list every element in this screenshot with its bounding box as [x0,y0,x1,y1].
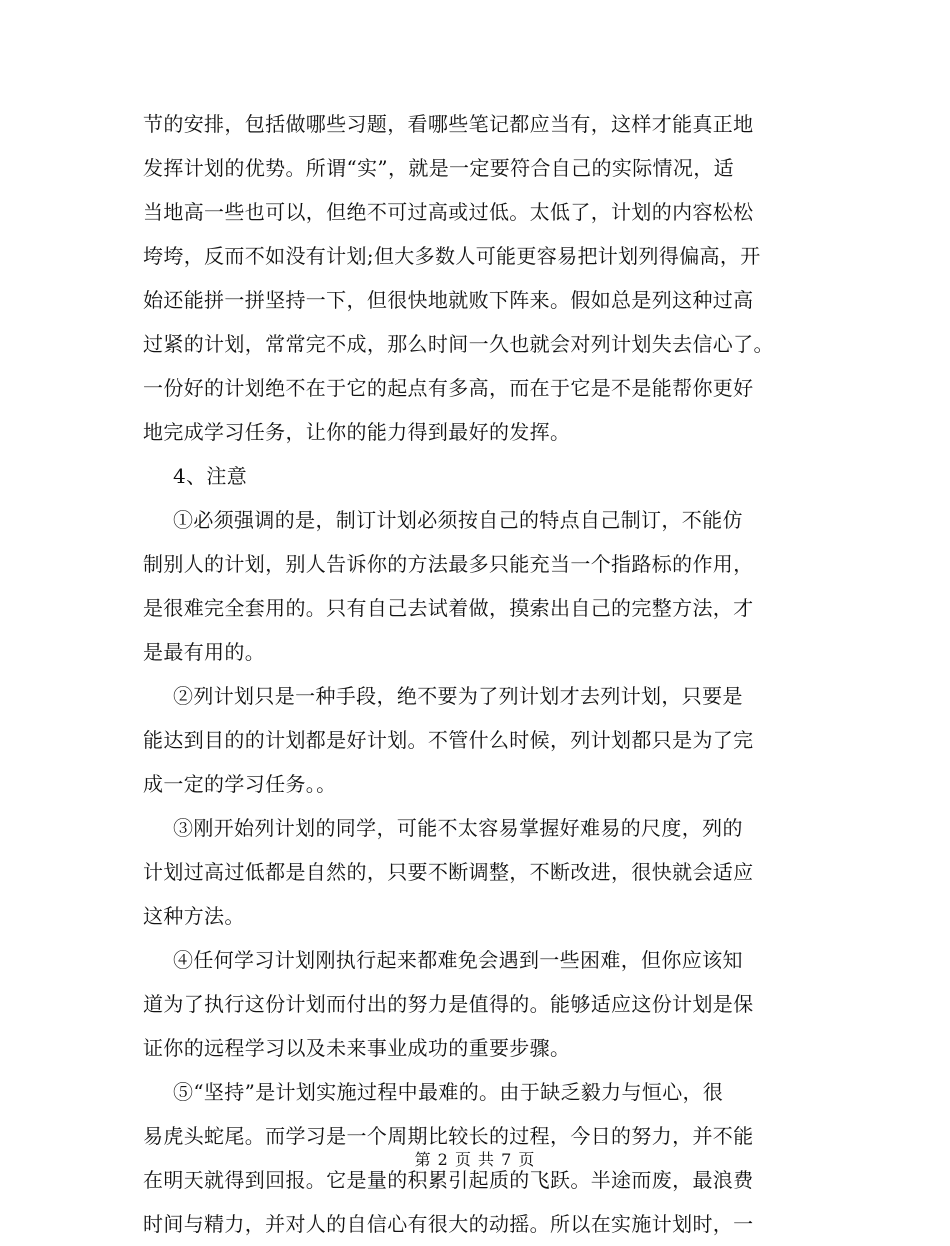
text-line: 能达到目的的计划都是好计划。不管什么时候，列计划都只是为了完 [143,728,754,752]
text-line: ④任何学习计划刚执行起来都难免会遇到一些困难，但你应该知 [173,948,743,972]
text-line: 时间与精力，并对人的自信心有很大的动摇。所以在实施计划时，一 [143,1212,754,1236]
text-line: 在明天就得到回报。它是量的积累引起质的飞跃。半途而废，最浪费 [143,1168,754,1192]
text-line: 是很难完全套用的。只有自己去试着做，摸索出自己的完整方法，才 [143,596,754,620]
page-number-footer: 第 2 页 共 7 页 [414,1150,536,1169]
text-line: 过紧的计划，常常完不成，那么时间一久也就会对列计划失去信心了。 [143,332,774,356]
text-line: 始还能拼一拼坚持一下，但很快地就败下阵来。假如总是列这种过高 [143,288,754,312]
section-heading: 4、注意 [173,464,248,488]
text-line: 证你的远程学习以及未来事业成功的重要步骤。 [143,1036,571,1060]
text-line: 一份好的计划绝不在于它的起点有多高，而在于它是不是能帮你更好 [143,376,754,400]
text-line: 易虎头蛇尾。而学习是一个周期比较长的过程，今日的努力，并不能 [143,1124,754,1148]
text-line: ⑤“坚持”是计划实施过程中最难的。由于缺乏毅力与恒心，很 [173,1080,724,1104]
text-line: 垮垮，反而不如没有计划;但大多数人可能更容易把计划列得偏高，开 [143,244,761,268]
text-line: ③刚开始列计划的同学，可能不太容易掌握好难易的尺度，列的 [173,816,743,840]
text-line: 成一定的学习任务。。 [143,772,337,796]
text-line: ②列计划只是一种手段，绝不要为了列计划才去列计划，只要是 [173,684,743,708]
text-line: 发挥计划的优势。所谓“实”，就是一定要符合自己的实际情况，适 [143,156,734,180]
text-line: 这种方法。 [143,904,245,928]
text-line: 是最有用的。 [143,640,266,664]
text-line: 制别人的计划，别人告诉你的方法最多只能充当一个指路标的作用， [143,552,754,576]
body-text [143,102,808,1246]
text-line: ①必须强调的是，制订计划必须按自己的特点自己制订，不能仿 [173,508,743,532]
text-line: 道为了执行这份计划而付出的努力是值得的。能够适应这份计划是保 [143,992,754,1016]
text-line: 节的安排，包括做哪些习题，看哪些笔记都应当有，这样才能真正地 [143,112,754,136]
text-line: 当地高一些也可以，但绝不可过高或过低。太低了，计划的内容松松 [143,200,754,224]
text-line: 地完成学习任务，让你的能力得到最好的发挥。 [143,420,571,444]
text-line: 计划过高过低都是自然的，只要不断调整，不断改进，很快就会适应 [143,860,754,884]
